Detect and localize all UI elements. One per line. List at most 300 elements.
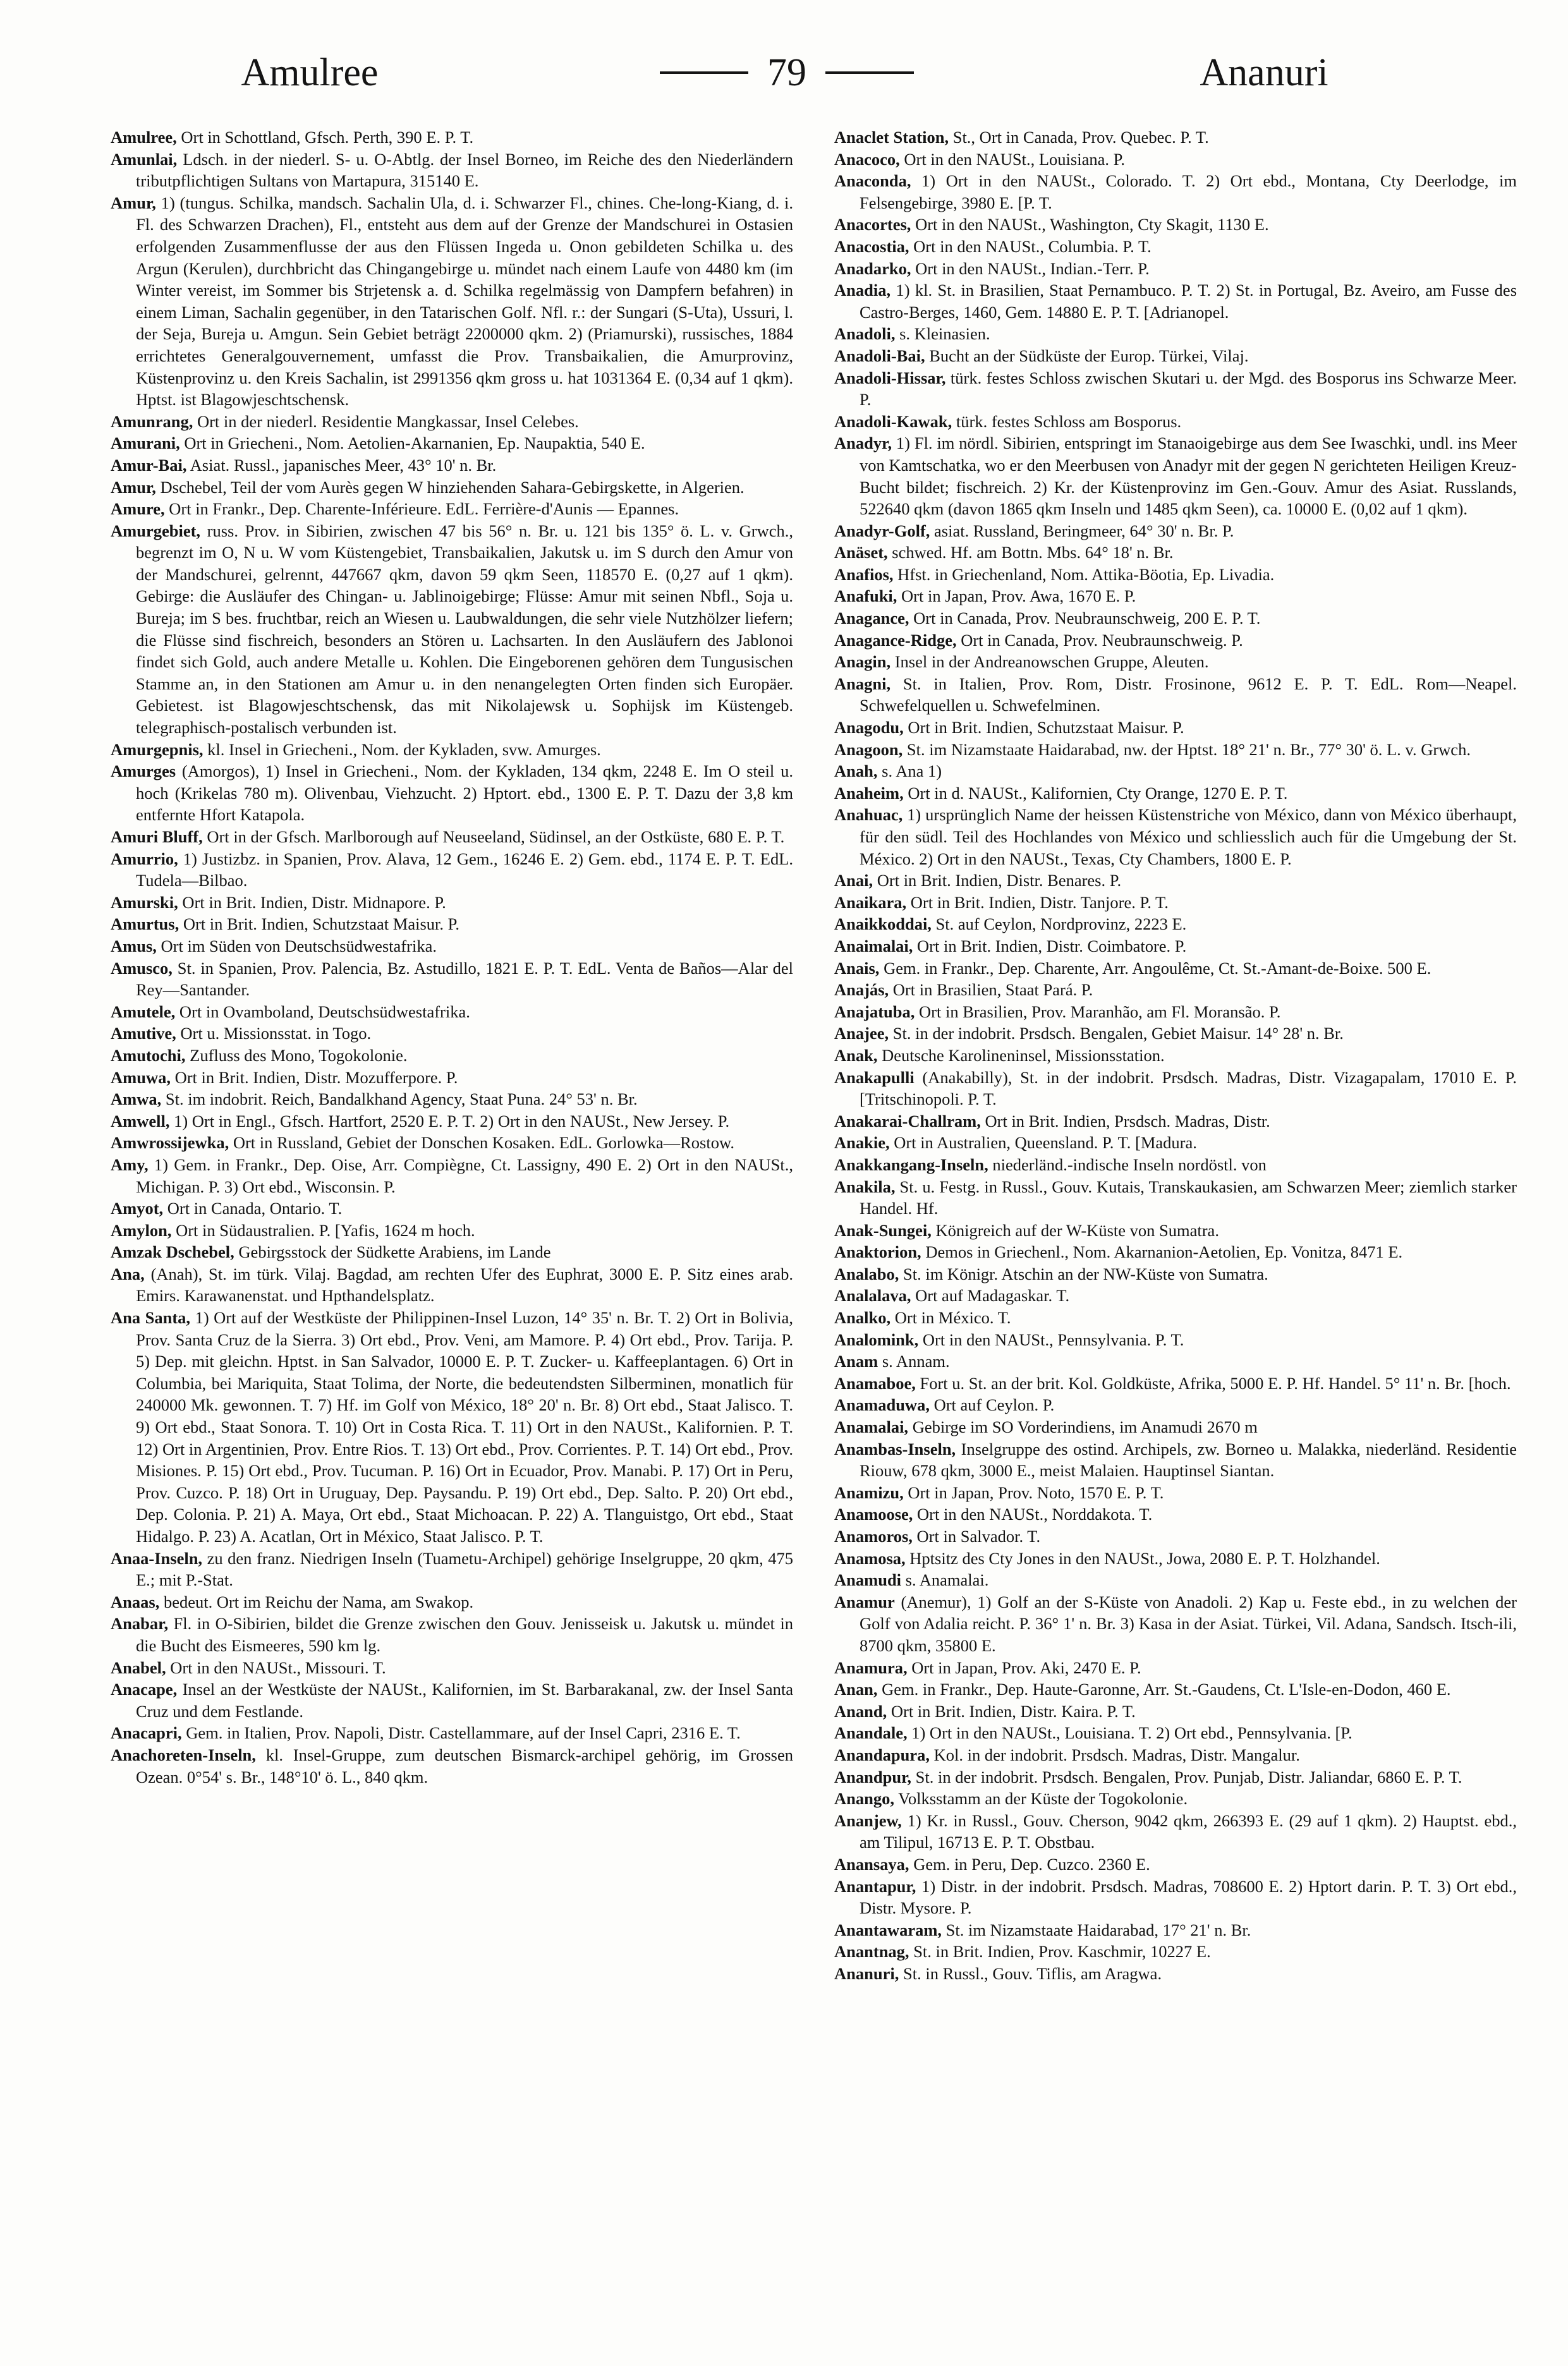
dictionary-entry — [834, 957, 1517, 980]
entry-text: St. in Russl., Gouv. Tiflis, am Aragwa. — [903, 1963, 1162, 1983]
dictionary-entry — [111, 1088, 793, 1110]
entry-headword: Anango, — [834, 1789, 894, 1809]
dictionary-entry — [111, 1022, 793, 1045]
entry-text: Ort in Südaustralien. P. [Yafis, 1624 m hoch. — [176, 1220, 475, 1240]
dictionary-entry — [834, 1416, 1517, 1438]
dictionary-entry — [111, 1678, 793, 1722]
dictionary-entry — [834, 782, 1517, 804]
entry-headword: Anam — [834, 1352, 878, 1371]
entry-text: Ort in Australien, Queensland. P. T. [Madura. — [894, 1133, 1197, 1153]
entry-headword: Amutive, — [111, 1024, 176, 1043]
dictionary-entry — [111, 1110, 793, 1132]
dictionary-entry — [111, 826, 793, 848]
dictionary-entry — [834, 1285, 1517, 1307]
dictionary-entry — [834, 149, 1517, 171]
header-rule-left — [660, 71, 748, 74]
entry-headword: Anaas, — [111, 1592, 160, 1611]
entry-text: (Anah), St. im türk. Vilaj. Bagdad, am rechten Ufer des Euphrat, 3000 E. P. Sitz eines arab. Emirs. Karawanenstat. und Hpthandelsplatz. — [136, 1264, 793, 1306]
dictionary-entry — [834, 1176, 1517, 1220]
entry-headword: Anan, — [834, 1680, 878, 1699]
dictionary-entry — [111, 1548, 793, 1591]
entry-text: Ort in d. NAUSt., Kalifornien, Cty Orange, 1270 E. P. T. — [908, 783, 1288, 803]
dictionary-entry — [834, 1591, 1517, 1657]
entry-text: Gem. in Italien, Prov. Napoli, Distr. Castellammare, auf der Insel Capri, 2316 E. T. — [186, 1723, 741, 1743]
dictionary-entry — [834, 1067, 1517, 1110]
entry-text: Ort in den NAUSt., Louisiana. P. — [904, 149, 1126, 169]
entry-headword: Anai, — [834, 871, 873, 890]
entry-text: Ort in den NAUSt., Norddakota. T. — [917, 1505, 1153, 1524]
entry-text: Ort in Brit. Indien, Schutzstaat Maisur. P. — [908, 718, 1184, 737]
dictionary-entry — [834, 170, 1517, 214]
dictionary-entry — [111, 1045, 793, 1067]
entry-text: Ort in Brit. Indien, Schutzstaat Maisur. P. — [183, 914, 460, 934]
entry-headword: Anah, — [834, 761, 878, 781]
entry-text: Ort im Süden von Deutschsüdwestafrika. — [161, 936, 437, 956]
entry-headword: Anamura, — [834, 1658, 908, 1677]
entry-headword: Anabel, — [111, 1658, 166, 1677]
entry-text: (Anemur), 1) Golf an der S-Küste von Anadoli. 2) Kap u. Feste ebd., in zu welchen der Golf von Adalia reicht. P. 36° 1' n. Br. 3) Kasa in der Asiat. Türkei, Vil. Adana, Sandsch. Itsch-ili, 8700 qkm, 35800 E. — [860, 1592, 1517, 1655]
entry-text: 1) Gem. in Frankr., Dep. Oise, Arr. Compiègne, Ct. Lassigny, 490 E. 2) Ort in den NAUSt., Michigan. P. 3) Ort ebd., Wisconsin. P. — [136, 1155, 793, 1196]
entry-headword: Anäset, — [834, 543, 888, 562]
entry-text: Dschebel, Teil der vom Aurès gegen W hinziehenden Sahara-Gebirgskette, in Algerien. — [160, 477, 744, 497]
dictionary-entry — [834, 258, 1517, 280]
dictionary-entry — [834, 1701, 1517, 1723]
entry-headword: Amurges — [111, 761, 176, 781]
entry-text: St. im indobrit. Reich, Bandalkhand Agency, Staat Puna. 24° 53' n. Br. — [165, 1089, 638, 1109]
entry-text: Königreich auf der W-Küste von Sumatra. — [935, 1220, 1219, 1240]
entry-headword: Analomink, — [834, 1330, 919, 1349]
dictionary-entry — [834, 739, 1517, 761]
entry-headword: Analabo, — [834, 1264, 899, 1283]
entry-text: Ort in Brit. Indien, Distr. Coimbatore. P. — [917, 936, 1187, 956]
entry-headword: Anakapulli — [834, 1067, 915, 1087]
header-rule-right — [825, 71, 914, 74]
dictionary-entry — [111, 913, 793, 935]
dictionary-entry — [834, 1788, 1517, 1810]
dictionary-entry — [834, 585, 1517, 607]
entry-headword: Anagoon, — [834, 739, 903, 759]
dictionary-entry — [111, 1154, 793, 1198]
dictionary-entry — [111, 498, 793, 520]
entry-text: türk. festes Schloss zwischen Skutari u. der Mgd. des Bosporus ins Schwarze Meer. P. — [860, 368, 1517, 410]
entry-text: 1) kl. St. in Brasilien, Staat Pernambuco. P. T. 2) St. in Portugal, Bz. Aveiro, am Fusse des Castro-Berges, 1460, Gem. 14880 E. P. T. [Adrianopel. — [860, 281, 1517, 322]
entry-text: Ort in den NAUSt., Columbia. P. T. — [913, 236, 1152, 256]
dictionary-entry — [111, 1307, 793, 1548]
entry-headword: Anaa-Inseln, — [111, 1548, 203, 1568]
entry-text: 1) Ort in den NAUSt., Louisiana. T. 2) Ort ebd., Pennsylvania. [P. — [911, 1723, 1352, 1743]
left-running-title: Amulree — [241, 51, 379, 94]
dictionary-entry — [834, 126, 1517, 149]
entry-headword: Amy, — [111, 1155, 149, 1174]
dictionary-entry — [834, 607, 1517, 629]
entry-headword: Anadoli, — [834, 324, 896, 344]
entry-text: 1) Ort in Engl., Gfsch. Hartfort, 2520 E. P. T. 2) Ort in den NAUSt., New Jersey. P. — [174, 1111, 730, 1131]
entry-text: Ort in der niederl. Residentie Mangkassar, Insel Celebes. — [197, 411, 579, 431]
entry-text: Ort in Canada, Ontario. T. — [167, 1199, 343, 1218]
dictionary-entry — [834, 1329, 1517, 1351]
dictionary-entry — [834, 279, 1517, 323]
dictionary-entry — [111, 520, 793, 739]
dictionary-entry — [834, 1569, 1517, 1591]
entry-text: Ort in Salvador. T. — [916, 1527, 1041, 1546]
entry-headword: Ana Santa, — [111, 1308, 191, 1328]
entry-headword: Amurgebiet, — [111, 521, 201, 540]
entry-text: Ort in den NAUSt., Indian.-Terr. P. — [915, 258, 1150, 278]
entry-text: Ort in Brasilien, Prov. Maranhão, am Fl. Moransão. P. — [919, 1002, 1281, 1021]
dictionary-entry — [834, 520, 1517, 542]
dictionary-entry — [111, 1591, 793, 1613]
entry-headword: Anambas-Inseln, — [834, 1439, 956, 1459]
dictionary-entry — [834, 236, 1517, 258]
entry-text: Ort in Brit. Indien, Distr. Tanjore. P. T. — [910, 892, 1169, 912]
dictionary-entry — [834, 979, 1517, 1001]
entry-headword: Anandale, — [834, 1723, 908, 1743]
entry-text: Demos in Griechenl., Nom. Akarnanion-Aetolien, Ep. Vonitza, 8471 E. — [925, 1242, 1403, 1262]
entry-text: (Anakabilly), St. in der indobrit. Prsdsch. Madras, Distr. Vizagapalam, 17010 E. P. [Tritschinopoli. P. T. — [860, 1067, 1517, 1109]
entry-headword: Amunlai, — [111, 149, 178, 169]
dictionary-entry — [834, 651, 1517, 673]
entry-headword: Amuri Bluff, — [111, 827, 203, 846]
entry-headword: Analko, — [834, 1308, 891, 1328]
entry-text: Ort in Frankr., Dep. Charente-Inférieure. EdL. Ferrière-d'Aunis — Epannes. — [169, 499, 679, 519]
dictionary-entry — [111, 1241, 793, 1263]
dictionary-entry — [834, 1526, 1517, 1548]
entry-headword: Anakarai-Challram, — [834, 1111, 981, 1131]
dictionary-entry — [834, 1373, 1517, 1395]
entry-text: 1) Distr. in der indobrit. Prsdsch. Madras, 708600 E. 2) Hptort darin. P. T. 3) Ort ebd., Distr. Mysore. P. — [860, 1876, 1517, 1918]
dictionary-entry — [834, 1220, 1517, 1242]
dictionary-entry — [111, 1198, 793, 1220]
entry-headword: Anantapur, — [834, 1876, 916, 1896]
entry-headword: Anakkangang-Inseln, — [834, 1155, 988, 1174]
dictionary-entry — [834, 345, 1517, 367]
entry-text: Ldsch. in der niederl. S- u. O-Abtlg. der Insel Borneo, im Reiche des den Niederländern tributpflichtigen Sultans von Martapura, 315140 E. — [136, 149, 793, 191]
entry-headword: Anajee, — [834, 1024, 889, 1043]
entry-text: Ort in Brit. Indien, Distr. Mozufferpore. P. — [174, 1067, 458, 1087]
dictionary-entry — [834, 673, 1517, 717]
dictionary-entry — [834, 1548, 1517, 1570]
dictionary-entry — [834, 1810, 1517, 1853]
entry-text: Ort in den NAUSt., Washington, Cty Skagit, 1130 E. — [915, 215, 1269, 234]
dictionary-entry — [834, 542, 1517, 564]
entry-headword: Amur, — [111, 193, 156, 212]
entry-headword: Amyot, — [111, 1199, 164, 1218]
dictionary-entry — [834, 214, 1517, 236]
entry-headword: Amwell, — [111, 1111, 170, 1131]
dictionary-entry — [834, 870, 1517, 892]
entry-headword: Anakie, — [834, 1133, 890, 1153]
entry-headword: Anagni, — [834, 674, 891, 693]
entry-headword: Anansaya, — [834, 1854, 909, 1874]
entry-text: St. in Brit. Indien, Prov. Kaschmir, 10227 E. — [913, 1942, 1211, 1962]
entry-headword: Anaheim, — [834, 783, 904, 803]
entry-text: Ort in México. T. — [894, 1308, 1011, 1328]
dictionary-entry — [111, 892, 793, 914]
entry-headword: Amurtus, — [111, 914, 179, 934]
entry-headword: Anabar, — [111, 1614, 169, 1634]
entry-headword: Ananuri, — [834, 1963, 899, 1983]
dictionary-entry — [834, 1657, 1517, 1679]
entry-headword: Anantawaram, — [834, 1920, 942, 1939]
entry-text: kl. Insel-Gruppe, zum deutschen Bismarck-archipel gehörig, im Grossen Ozean. 0°54' s. Br., 148°10' ö. L., 840 qkm. — [136, 1745, 793, 1787]
entry-headword: Analalava, — [834, 1286, 911, 1306]
entry-text: St. im Königr. Atschin an der NW-Küste von Sumatra. — [903, 1264, 1268, 1283]
entry-text: Ort in Canada, Prov. Neubraunschweig, 200 E. P. T. — [913, 609, 1261, 628]
entry-headword: Anacortes, — [834, 215, 911, 234]
dictionary-entry — [111, 432, 793, 454]
entry-text: Hfst. in Griechenland, Nom. Attika-Böotia, Ep. Livadia. — [897, 564, 1275, 584]
entry-headword: Amulree, — [111, 128, 177, 147]
entry-text: Gebirgsstock der Südkette Arabiens, im Lande — [238, 1242, 551, 1262]
dictionary-entry — [111, 739, 793, 761]
entry-headword: Anaconda, — [834, 171, 911, 191]
dictionary-entry — [111, 192, 793, 411]
entry-text: türk. festes Schloss am Bosporus. — [956, 411, 1182, 431]
entry-text: 1) ursprünglich Name der heissen Küstenstriche von México, dann von México überhaupt, für den südl. Teil des Hochlandes von México und schliesslich auch für die Umgebung der St. México. 2) Ort in den NAUSt., Texas, Cty Chambers, 1800 E. P. — [860, 805, 1517, 868]
page-number-block — [660, 51, 914, 95]
entry-text: Volksstamm an der Küste der Togokolonie. — [898, 1789, 1188, 1809]
entry-text: Ort auf Ceylon. P. — [933, 1395, 1055, 1415]
entry-headword: Anamaduwa, — [834, 1395, 930, 1415]
entry-text: St., Ort in Canada, Prov. Quebec. P. T. — [952, 128, 1209, 147]
entry-headword: Anafuki, — [834, 586, 897, 606]
dictionary-entry — [834, 1482, 1517, 1504]
entry-headword: Anamaboe, — [834, 1373, 916, 1393]
entry-text: Gem. in Frankr., Dep. Charente, Arr. Angoulême, Ct. St.-Amant-de-Boixe. 500 E. — [884, 958, 1431, 978]
entry-text: Gem. in Frankr., Dep. Haute-Garonne, Arr. St.-Gaudens, Ct. L'Isle-en-Dodon, 460 E. — [882, 1680, 1451, 1699]
entry-headword: Anafios, — [834, 564, 894, 584]
entry-headword: Amus, — [111, 936, 157, 956]
entry-headword: Anadyr, — [834, 434, 892, 453]
entry-headword: Amur, — [111, 477, 156, 497]
dictionary-entry — [834, 1744, 1517, 1766]
dictionary-entry — [834, 432, 1517, 519]
entry-headword: Anajás, — [834, 980, 889, 1000]
entry-headword: Amylon, — [111, 1220, 172, 1240]
dictionary-entry — [834, 1350, 1517, 1373]
dictionary-entry — [834, 1045, 1517, 1067]
entry-text: Gebirge im SO Vorderindiens, im Anamudi 2670 m — [912, 1417, 1258, 1437]
dictionary-entry — [834, 804, 1517, 870]
entry-text: Insel in der Andreanowschen Gruppe, Aleuten. — [894, 652, 1209, 672]
dictionary-entry — [834, 411, 1517, 433]
dictionary-entry — [111, 1657, 793, 1679]
entry-headword: Amwa, — [111, 1089, 162, 1109]
dictionary-entry — [111, 1001, 793, 1023]
page-number: 79 — [767, 51, 806, 94]
entry-text: St. im Nizamstaate Haidarabad, nw. der Hptst. 18° 21' n. Br., 77° 30' ö. L. v. Grwch. — [906, 739, 1471, 759]
entry-text: asiat. Russland, Beringmeer, 64° 30' n. Br. P. — [934, 521, 1234, 540]
entry-text: 1) Fl. im nördl. Sibirien, entspringt im Stanaoigebirge aus dem See Iwaschki, undl. ins Meer von Kamtschatka, wo er den Meerbusen von Anadyr mit der gegen N gerichteten Heiligen Kreuz-Bucht bildet; fischreich. 2) Kr. der Küstenprovinz im Gen.-Gouv. Amur des Asiat. Russlands, 522640 qkm (davon 1865 qkm Inseln und 1485 qkm Seen), ca. 10000 E. (0,02 auf 1 qkm). — [860, 434, 1517, 519]
entry-text: Ort in Schottland, Gfsch. Perth, 390 E. P. T. — [181, 128, 474, 147]
dictionary-entry — [834, 913, 1517, 935]
entry-headword: Anamudi — [834, 1570, 902, 1590]
entry-text: St. in Italien, Prov. Rom, Distr. Frosinone, 9612 E. P. T. EdL. Rom—Neapel. Schwefelquellen u. Schwefelminen. — [860, 674, 1517, 715]
entry-text: bedeut. Ort im Reichu der Nama, am Swakop. — [163, 1592, 474, 1611]
entry-text: niederländ.-indische Inseln nordöstl. von — [992, 1155, 1267, 1174]
entry-text: 1) Ort in den NAUSt., Colorado. T. 2) Ort ebd., Montana, Cty Deerlodge, im Felsengebirge, 3980 E. [P. T. — [860, 171, 1517, 212]
entry-text: Ort u. Missionsstat. in Togo. — [180, 1024, 372, 1043]
entry-text: Fl. in O-Sibirien, bildet die Grenze zwischen den Gouv. Jenisseisk u. Jakutsk u. mündet in die Bucht des Eismeeres, 590 km lg. — [136, 1614, 793, 1655]
entry-text: Ort in Japan, Prov. Awa, 1670 E. P. — [901, 586, 1136, 606]
dictionary-entry — [834, 1853, 1517, 1876]
entry-headword: Anadarko, — [834, 258, 911, 278]
entry-headword: Amutochi, — [111, 1045, 186, 1065]
dictionary-entry — [111, 454, 793, 476]
entry-headword: Anadoli-Kawak, — [834, 411, 952, 431]
entry-text: 1) Kr. in Russl., Gouv. Cherson, 9042 qkm, 266393 E. (29 auf 1 qkm). 2) Hauptst. ebd., am Tilipul, 16713 E. P. T. Obstbau. — [860, 1811, 1517, 1852]
entry-text: 1) Justizbz. in Spanien, Prov. Alava, 12 Gem., 16246 E. 2) Gem. ebd., 1174 E. P. T. EdL. Tudela—Bilbao. — [136, 849, 793, 890]
entry-headword: Anacapri, — [111, 1723, 182, 1743]
entry-headword: Anamur — [834, 1592, 895, 1611]
entry-text: Ort in Russland, Gebiet der Donschen Kosaken. EdL. Gorlowka—Rostow. — [233, 1133, 734, 1153]
entry-headword: Anak, — [834, 1045, 878, 1065]
dictionary-entry — [111, 476, 793, 499]
entry-text: Ort in Brit. Indien, Prsdsch. Madras, Distr. — [985, 1111, 1270, 1131]
entry-headword: Amurrio, — [111, 849, 178, 868]
entry-text: St. auf Ceylon, Nordprovinz, 2223 E. — [935, 914, 1187, 934]
entry-headword: Anandapura, — [834, 1745, 930, 1764]
entry-headword: Anak-Sungei, — [834, 1220, 932, 1240]
dictionary-entry — [834, 1154, 1517, 1176]
entry-text: Ort in Ovamboland, Deutschsüdwestafrika. — [179, 1002, 470, 1021]
entry-headword: Anamoose, — [834, 1505, 913, 1524]
dictionary-entry — [111, 935, 793, 957]
entry-headword: Anantnag, — [834, 1942, 909, 1962]
entry-headword: Anagodu, — [834, 718, 904, 737]
entry-text: 1) Ort auf der Westküste der Philippinen-Insel Luzon, 14° 35' n. Br. T. 2) Ort in Bolivia, Prov. Santa Cruz de la Sierra. 3) Ort ebd., Prov. Veni, am Mamore. P. 4) Ort ebd., Prov. Tarija. P. 5) Dep. mit gleichn. Hptst. in San Salvador, 10000 E. P. T. Zucker- u. Kaffeeplantagen. 6) Ort in Columbia, bei Mariquita, Staat Tolima, der Norte, die bedeutendsten Silberminen, monatlich für 240000 Mk. gewonnen. T. 7) Hf. im Golf von México, 18° 20' n. Br. 8) Ort ebd., Staat Jalisco. T. 9) Ort ebd., Staat Sonora. T. 10) Ort in Costa Rica. T. 11) Ort in den NAUSt., Kalifornien. P. T. 12) Ort in Argentinien, Prov. Entre Rios. T. 13) Ort ebd., Prov. Corrientes. P. T. 14) Ort ebd., Prov. Misiones. P. 15) Ort ebd., Prov. Tucuman. P. 16) Ort in Ecuador, Prov. Manabi. P. 17) Ort in Peru, Prov. Cuzco. P. 18) Ort in Uruguay, Dep. Paysandu. P. 19) Ort ebd., Dep. Salto. P. 20) Ort ebd., Dep. Colonia. P. 21) A. Maya, Ort ebd., Staat Michoacan. P. 22) A. Tlanguistgo, Ort ebd., Staat Hidalgo. P. 23) A. Acatlan, Ort in México, Staat Jalisco. P. T. — [136, 1308, 793, 1546]
entry-headword: Anachoreten-Inseln, — [111, 1745, 256, 1764]
entry-headword: Anadoli-Bai, — [834, 346, 925, 365]
entry-headword: Ananjew, — [834, 1811, 902, 1830]
entry-headword: Anamizu, — [834, 1483, 904, 1502]
entry-headword: Ana, — [111, 1264, 145, 1283]
entry-text: Ort in Canada, Prov. Neubraunschweig. P. — [961, 630, 1243, 650]
dictionary-entry — [111, 1263, 793, 1307]
dictionary-entry — [834, 564, 1517, 586]
entry-headword: Anais, — [834, 958, 880, 978]
entry-headword: Anajatuba, — [834, 1002, 915, 1021]
entry-headword: Anahuac, — [834, 805, 903, 825]
entry-text: Bucht an der Südküste der Europ. Türkei, Vilaj. — [929, 346, 1249, 365]
dictionary-entry — [834, 1307, 1517, 1329]
entry-headword: Amure, — [111, 499, 165, 519]
entry-headword: Anagance-Ridge, — [834, 630, 957, 650]
entry-headword: Anadia, — [834, 281, 891, 300]
entry-text: Asiat. Russl., japanisches Meer, 43° 10' n. Br. — [190, 455, 497, 475]
entry-text: St. in der indobrit. Prsdsch. Bengalen, Prov. Punjab, Distr. Jaliandar, 6860 E. P. T. — [915, 1767, 1462, 1787]
entry-text: Ort in Brasilien, Staat Pará. P. — [892, 980, 1093, 1000]
entry-headword: Anadoli-Hissar, — [834, 368, 946, 387]
entry-text: s. Ana 1) — [882, 761, 942, 781]
dictionary-entry — [834, 1394, 1517, 1416]
dictionary-entry — [834, 1503, 1517, 1526]
entry-headword: Amurgepnis, — [111, 739, 204, 759]
entry-headword: Anandpur, — [834, 1767, 912, 1787]
entry-text: Ort in den NAUSt., Missouri. T. — [170, 1658, 386, 1677]
dictionary-entry — [834, 1963, 1517, 1985]
page-header — [107, 38, 1466, 107]
entry-text: 1) (tungus. Schilka, mandsch. Sachalin Ula, d. i. Schwarzer Fl., chines. Che-long-Kiang, d. i. Fl. des Schwarzen Drachen), Fl., entsteht aus dem auf der Grenze der Mandschurei in Ostasien erfolgenden Zusammenflusse der aus den Flüssen Ingeda u. Onon gebildeten Schilka u. des Argun (Kerulen), durchbricht das Chingangebirge u. mündet nach einem Laufe von 4480 km (im Winter vereist, im Sommer bis Strjetensk a. d. Schilka regelmässig von Dampfern befahren) in einem Liman, Sachalin gegenüber, in den Tatarischen Golf. Nfl. r.: der Sungari (S-Uta), Ussuri, l. der Seja, Bureja u. Amgun. Sein Gebiet beträgt 2200000 qkm. 2) (Priamurski), russisches, 1884 errichtetes Generalgouvernement, umfasst die Prov. Transbaikalien, die Amurprovinz, Küstenprovinz u. den Kreis Sachalin, ist 2991356 qkm gross u. hat 1031364 E. (0,34 auf 1 qkm). Hptst. ist Blagowjeschtschensk. — [136, 193, 793, 410]
dictionary-entry — [111, 760, 793, 826]
entry-headword: Anagin, — [834, 652, 891, 672]
dictionary-entry — [834, 629, 1517, 652]
entry-text: Ort in Griecheni., Nom. Aetolien-Akarnanien, Ep. Naupaktia, 540 E. — [184, 434, 645, 453]
entry-headword: Anamalai, — [834, 1417, 909, 1437]
entry-text: Fort u. St. an der brit. Kol. Goldküste, Afrika, 5000 E. P. Hf. Handel. 5° 11' n. Br. [hoch. — [920, 1373, 1511, 1393]
dictionary-entry — [834, 1722, 1517, 1744]
dictionary-entry — [834, 1941, 1517, 1963]
entry-headword: Anagance, — [834, 609, 909, 628]
entry-headword: Amuwa, — [111, 1067, 171, 1087]
entry-headword: Amurani, — [111, 434, 180, 453]
entry-text: s. Kleinasien. — [899, 324, 990, 344]
dictionary-entry — [834, 717, 1517, 739]
dictionary-entry — [111, 411, 793, 433]
dictionary-entry — [111, 957, 793, 1001]
entry-text: Ort in der Gfsch. Marlborough auf Neuseeland, Südinsel, an der Ostküste, 680 E. P. T. — [207, 827, 785, 846]
entry-headword: Anand, — [834, 1701, 887, 1721]
entry-text: s. Annam. — [882, 1352, 950, 1371]
dictionary-entry — [111, 1722, 793, 1744]
dictionary-entry — [834, 1919, 1517, 1941]
entry-text: Ort in Brit. Indien, Distr. Kaira. P. T. — [890, 1701, 1136, 1721]
dictionary-entry — [111, 1067, 793, 1089]
dictionary-entry — [834, 367, 1517, 411]
entry-headword: Amur-Bai, — [111, 455, 187, 475]
dictionary-entry — [111, 126, 793, 149]
entry-text: russ. Prov. in Sibirien, zwischen 47 bis 56° n. Br. u. 121 bis 135° ö. L. v. Grwch., begrenzt im O, N u. W vom Küstengebiet, Transbaikalien, Jakutsk u. im S durch den Amur von der Mandschurei, gelrennt, 447667 qkm, davon 59 qkm Seen, 118570 E. (0,27 auf 1 qkm). Gebirge: die Ausläufer des Chingan- u. Jablinoigebirge; Flüsse: Amur mit seinen Nbfl., Soja u. Bureja; im S bes. fruchtbar, reich an Wiesen u. Laubwaldungen, die sehr viele Nutzhölzer liefern; die Flüsse sind fischreich, besonders an Stören u. Lachsarten. In den Ausläufern des Jablonoi findet sich Gold, auch andere Metalle u. Kohlen. Die Eingeborenen gehören dem Tungusischen Stamme an, in den Stationen am Amur u. in den nenangelegten Orten finden sich Europäer. Gebietest. ist Blagowjeschtschensk, das mit Nikolajewsk u. Sophijsk im Küstengeb. telegraphisch-postalisch verbunden ist. — [136, 521, 793, 737]
entry-text: St. in Spanien, Prov. Palencia, Bz. Astudillo, 1821 E. P. T. EdL. Venta de Baños—Alar del Rey—Santander. — [136, 958, 793, 1000]
entry-text: Insel an der Westküste der NAUSt., Kalifornien, im St. Barbarakanal, zw. der Insel Santa Cruz und dem Festlande. — [136, 1680, 793, 1721]
entry-text: Ort auf Madagaskar. T. — [915, 1286, 1070, 1306]
entry-text: (Amorgos), 1) Insel in Griecheni., Nom. der Kykladen, 134 qkm, 2248 E. Im O steil u. hoch (Krikelas 780 m). Olivenbau, Viehzucht. 2) Hptort. ebd., 1300 E. P. T. Dazu der 3,8 km entfernte Hfort Katapola. — [136, 761, 793, 825]
entry-text: Ort in Japan, Prov. Noto, 1570 E. P. T. — [908, 1483, 1164, 1502]
entry-text: Ort in Brit. Indien, Distr. Benares. P. — [877, 871, 1122, 890]
entry-text: Inselgruppe des ostind. Archipels, zw. Borneo u. Malakka, niederländ. Residentie Riouw, 678 qkm, 3000 E., meist Malaien. Hauptinsel Siantan. — [860, 1439, 1517, 1481]
entry-headword: Amwrossijewka, — [111, 1133, 229, 1153]
dictionary-entry — [111, 848, 793, 892]
entry-text: kl. Insel in Griecheni., Nom. der Kykladen, svw. Amurges. — [207, 739, 601, 759]
dictionary-entry — [834, 760, 1517, 782]
entry-headword: Amunrang, — [111, 411, 193, 431]
right-running-title: Ananuri — [1200, 51, 1328, 94]
dictionary-entry — [834, 1001, 1517, 1023]
entry-text: Deutsche Karolineninsel, Missionsstation. — [882, 1045, 1165, 1065]
dictionary-entry — [834, 1438, 1517, 1482]
dictionary-entry — [111, 1220, 793, 1242]
entry-text: St. in der indobrit. Prsdsch. Bengalen, Gebiet Maisur. 14° 28' n. Br. — [892, 1024, 1344, 1043]
entry-headword: Amusco, — [111, 958, 173, 978]
dictionary-entry — [111, 1613, 793, 1656]
entry-text: Ort in Brit. Indien, Distr. Midnapore. P. — [182, 892, 446, 912]
entry-text: Gem. in Peru, Dep. Cuzco. 2360 E. — [913, 1854, 1150, 1874]
entry-text: s. Anamalai. — [905, 1570, 989, 1590]
entry-text: Ort in Japan, Prov. Aki, 2470 E. P. — [911, 1658, 1141, 1677]
entry-headword: Amurski, — [111, 892, 178, 912]
entry-text: schwed. Hf. am Bottn. Mbs. 64° 18' n. Br. — [892, 543, 1174, 562]
dictionary-entry — [111, 1744, 793, 1788]
entry-text: St. u. Festg. in Russl., Gouv. Kutais, Transkaukasien, am Schwarzen Meer; ziemlich starker Handel. Hf. — [860, 1177, 1517, 1218]
entry-headword: Anacape, — [111, 1680, 178, 1699]
dictionary-entry — [834, 1132, 1517, 1154]
dictionary-entry — [834, 1110, 1517, 1132]
entry-headword: Anacoco, — [834, 149, 900, 169]
dictionary-entry — [834, 1678, 1517, 1701]
entry-headword: Anakila, — [834, 1177, 896, 1196]
entry-headword: Anamoros, — [834, 1527, 913, 1546]
dictionary-entry — [834, 1263, 1517, 1285]
